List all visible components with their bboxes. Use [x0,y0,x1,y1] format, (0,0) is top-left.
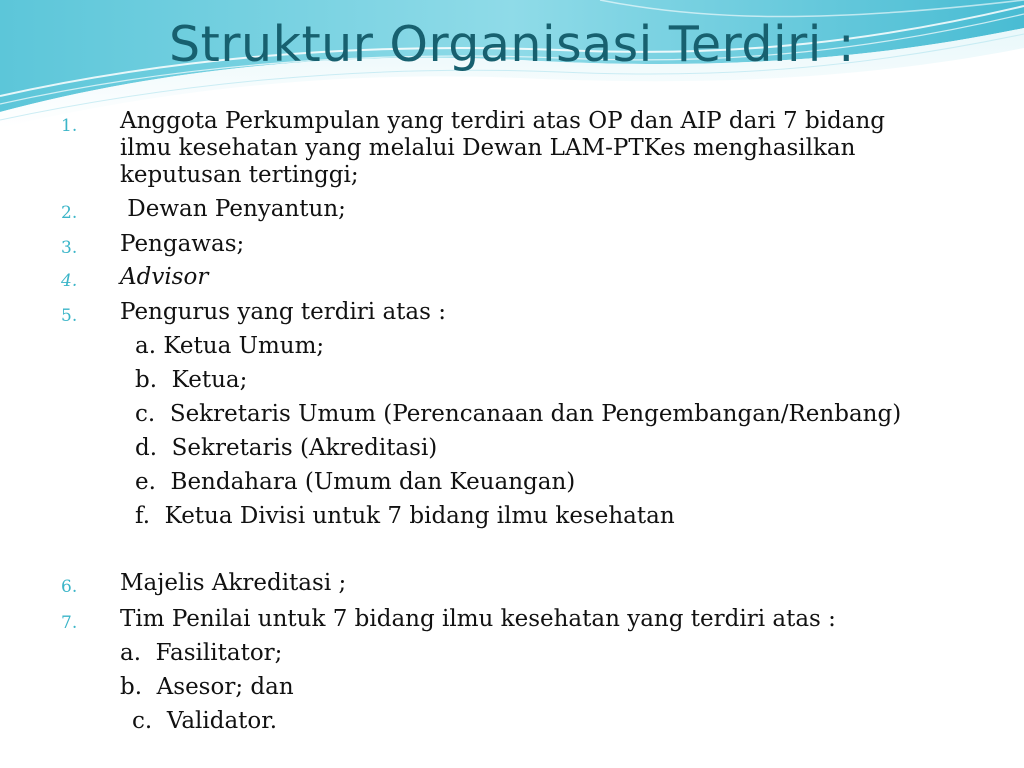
list-item-text: keputusan tertinggi; [120,162,359,188]
list-item-text: Anggota Perkumpulan yang terdiri atas OP dan AIP dari 7 bidang [120,108,886,134]
sub-list-item: c. Validator. [132,708,278,734]
sub-list-item: e. Bendahara (Umum dan Keuangan) [135,469,576,495]
sub-list-item: a. Fasilitator; [120,640,283,666]
list-item-text: Pengurus yang terdiri atas : [120,299,446,325]
list-number: 7. [61,613,78,633]
list-number: 6. [61,577,78,597]
list-item-text: Dewan Penyantun; [120,196,346,222]
list-number: 2. [61,203,78,223]
list-item-text: Advisor [120,264,209,290]
list-item-text: Pengawas; [120,231,245,257]
sub-list-item: f. Ketua Divisi untuk 7 bidang ilmu kesehatan [135,503,675,529]
list-number: 3. [61,238,78,258]
sub-list-item: d. Sekretaris (Akreditasi) [135,435,438,461]
sub-list-item: b. Ketua; [135,367,248,393]
list-item-text: Tim Penilai untuk 7 bidang ilmu kesehatan yang terdiri atas : [120,606,836,632]
list-item-text: Majelis Akreditasi ; [120,570,347,596]
list-number: 4. [61,271,78,291]
sub-list-item: a. Ketua Umum; [135,333,325,359]
sub-list-item: c. Sekretaris Umum (Perencanaan dan Pengembangan/Renbang) [135,401,902,427]
slide-title: Struktur Organisasi Terdiri : [169,16,855,73]
list-number: 5. [61,306,78,326]
sub-list-item: b. Asesor; dan [120,674,294,700]
list-item-text: ilmu kesehatan yang melalui Dewan LAM-PTKes menghasilkan [120,135,856,161]
list-number: 1. [61,116,78,136]
